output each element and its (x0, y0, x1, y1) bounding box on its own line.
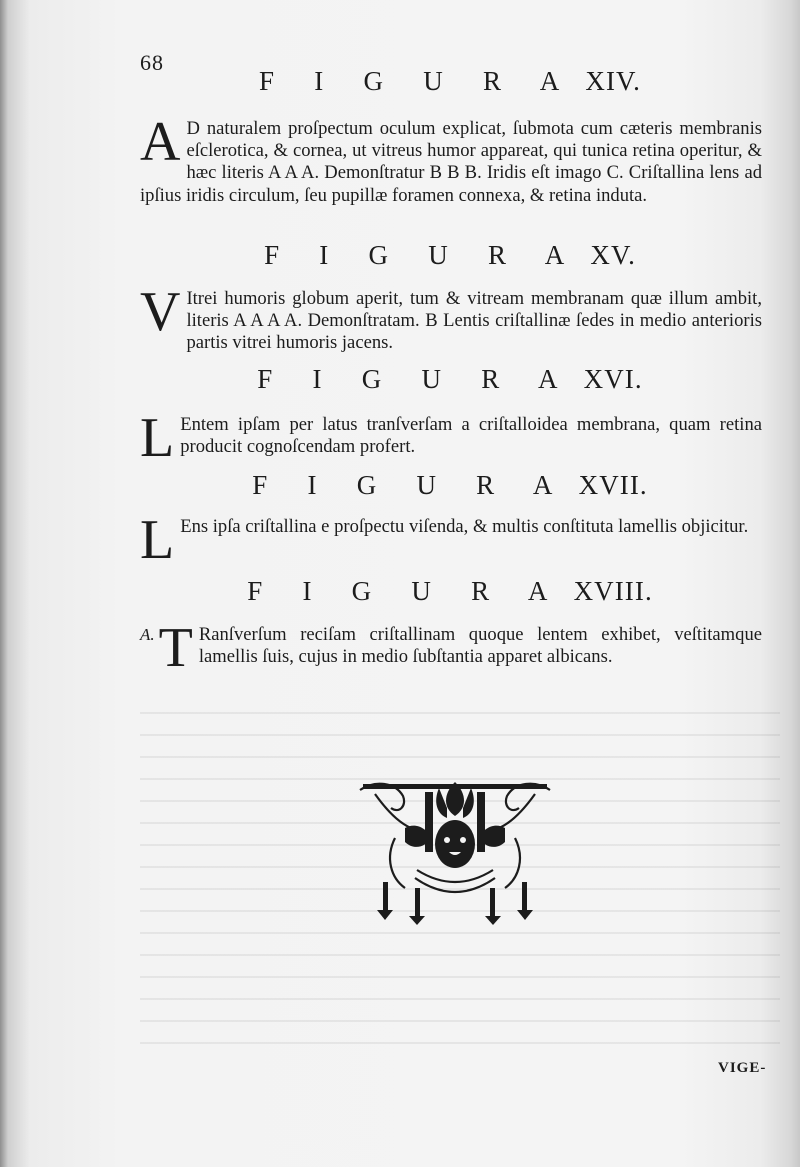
page-number: 68 (140, 50, 164, 75)
drop-cap: L (140, 407, 175, 469)
paragraph-text: Ranſverſum reciſam criſtallinam quoque lentem exhibet, veſtitamque lamellis ſuis, cujus in medio ſubſtantia apparet albicans. (198, 624, 762, 668)
decorative-headpiece-mask-icon (355, 778, 555, 926)
figure-numeral: XVII. (578, 470, 648, 500)
figure-title-word: F I G U R A (247, 576, 565, 606)
figure-title-xvii (140, 470, 760, 501)
figure-xiv-description (140, 111, 762, 207)
figure-title-xv (140, 240, 760, 271)
drop-cap: T (158, 617, 193, 679)
figure-xv-description (140, 281, 762, 355)
drop-cap: L (140, 509, 175, 571)
paragraph-text: Itrei humoris globum aperit, tum & vitream membranam quæ illum ambit, literis A A A A. Demonſtratam. B Lentis criſtallinæ ſedes in medio anterioris partis vitrei humoris jacens. (186, 288, 762, 354)
paragraph-text: Ens ipſa criſtallina e proſpectu viſenda, & multis conſtituta lamellis objicitur. (180, 516, 749, 537)
paragraph-text: Entem ipſam per latus tranſverſam a criſtalloidea membrana, quam retina producit cognoſcendam profert. (180, 414, 762, 458)
figure-numeral: XIV. (585, 66, 641, 96)
drop-cap: V (140, 281, 181, 343)
figure-title-xviii (140, 576, 760, 607)
catchword: VIGE- (718, 1060, 767, 1076)
figure-xvi-description (140, 407, 762, 469)
figure-label-prefix: A. (140, 625, 155, 644)
figure-numeral: XVI. (583, 364, 643, 394)
figure-title-word: F I G U R A (252, 470, 570, 500)
figure-title-xiv (140, 66, 760, 97)
figure-xviii-description (140, 617, 762, 679)
figure-numeral: XV. (590, 240, 636, 270)
figure-title-word: F I G U R A (257, 364, 575, 394)
figure-numeral: XVIII. (573, 576, 653, 606)
figure-xvii-description (140, 509, 762, 571)
figure-title-word: F I G U R A (259, 66, 576, 96)
figure-title-word: F I G U R A (264, 240, 581, 270)
drop-cap: A (140, 111, 181, 173)
paragraph-text: D naturalem proſpectum oculum explicat, ſubmota cum cæteris membranis eſclerotica, & cornea, ut vitreus humor appareat, qui tunica retina operitur, & hæc literis A A A. Demonſtratur B B B. Iridis eſt imago C. Criſtallina lens ad ipſius iridis circulum, ſeu pupillæ foramen connexa, & retina induta. (140, 118, 762, 206)
figure-title-xvi (140, 364, 760, 395)
